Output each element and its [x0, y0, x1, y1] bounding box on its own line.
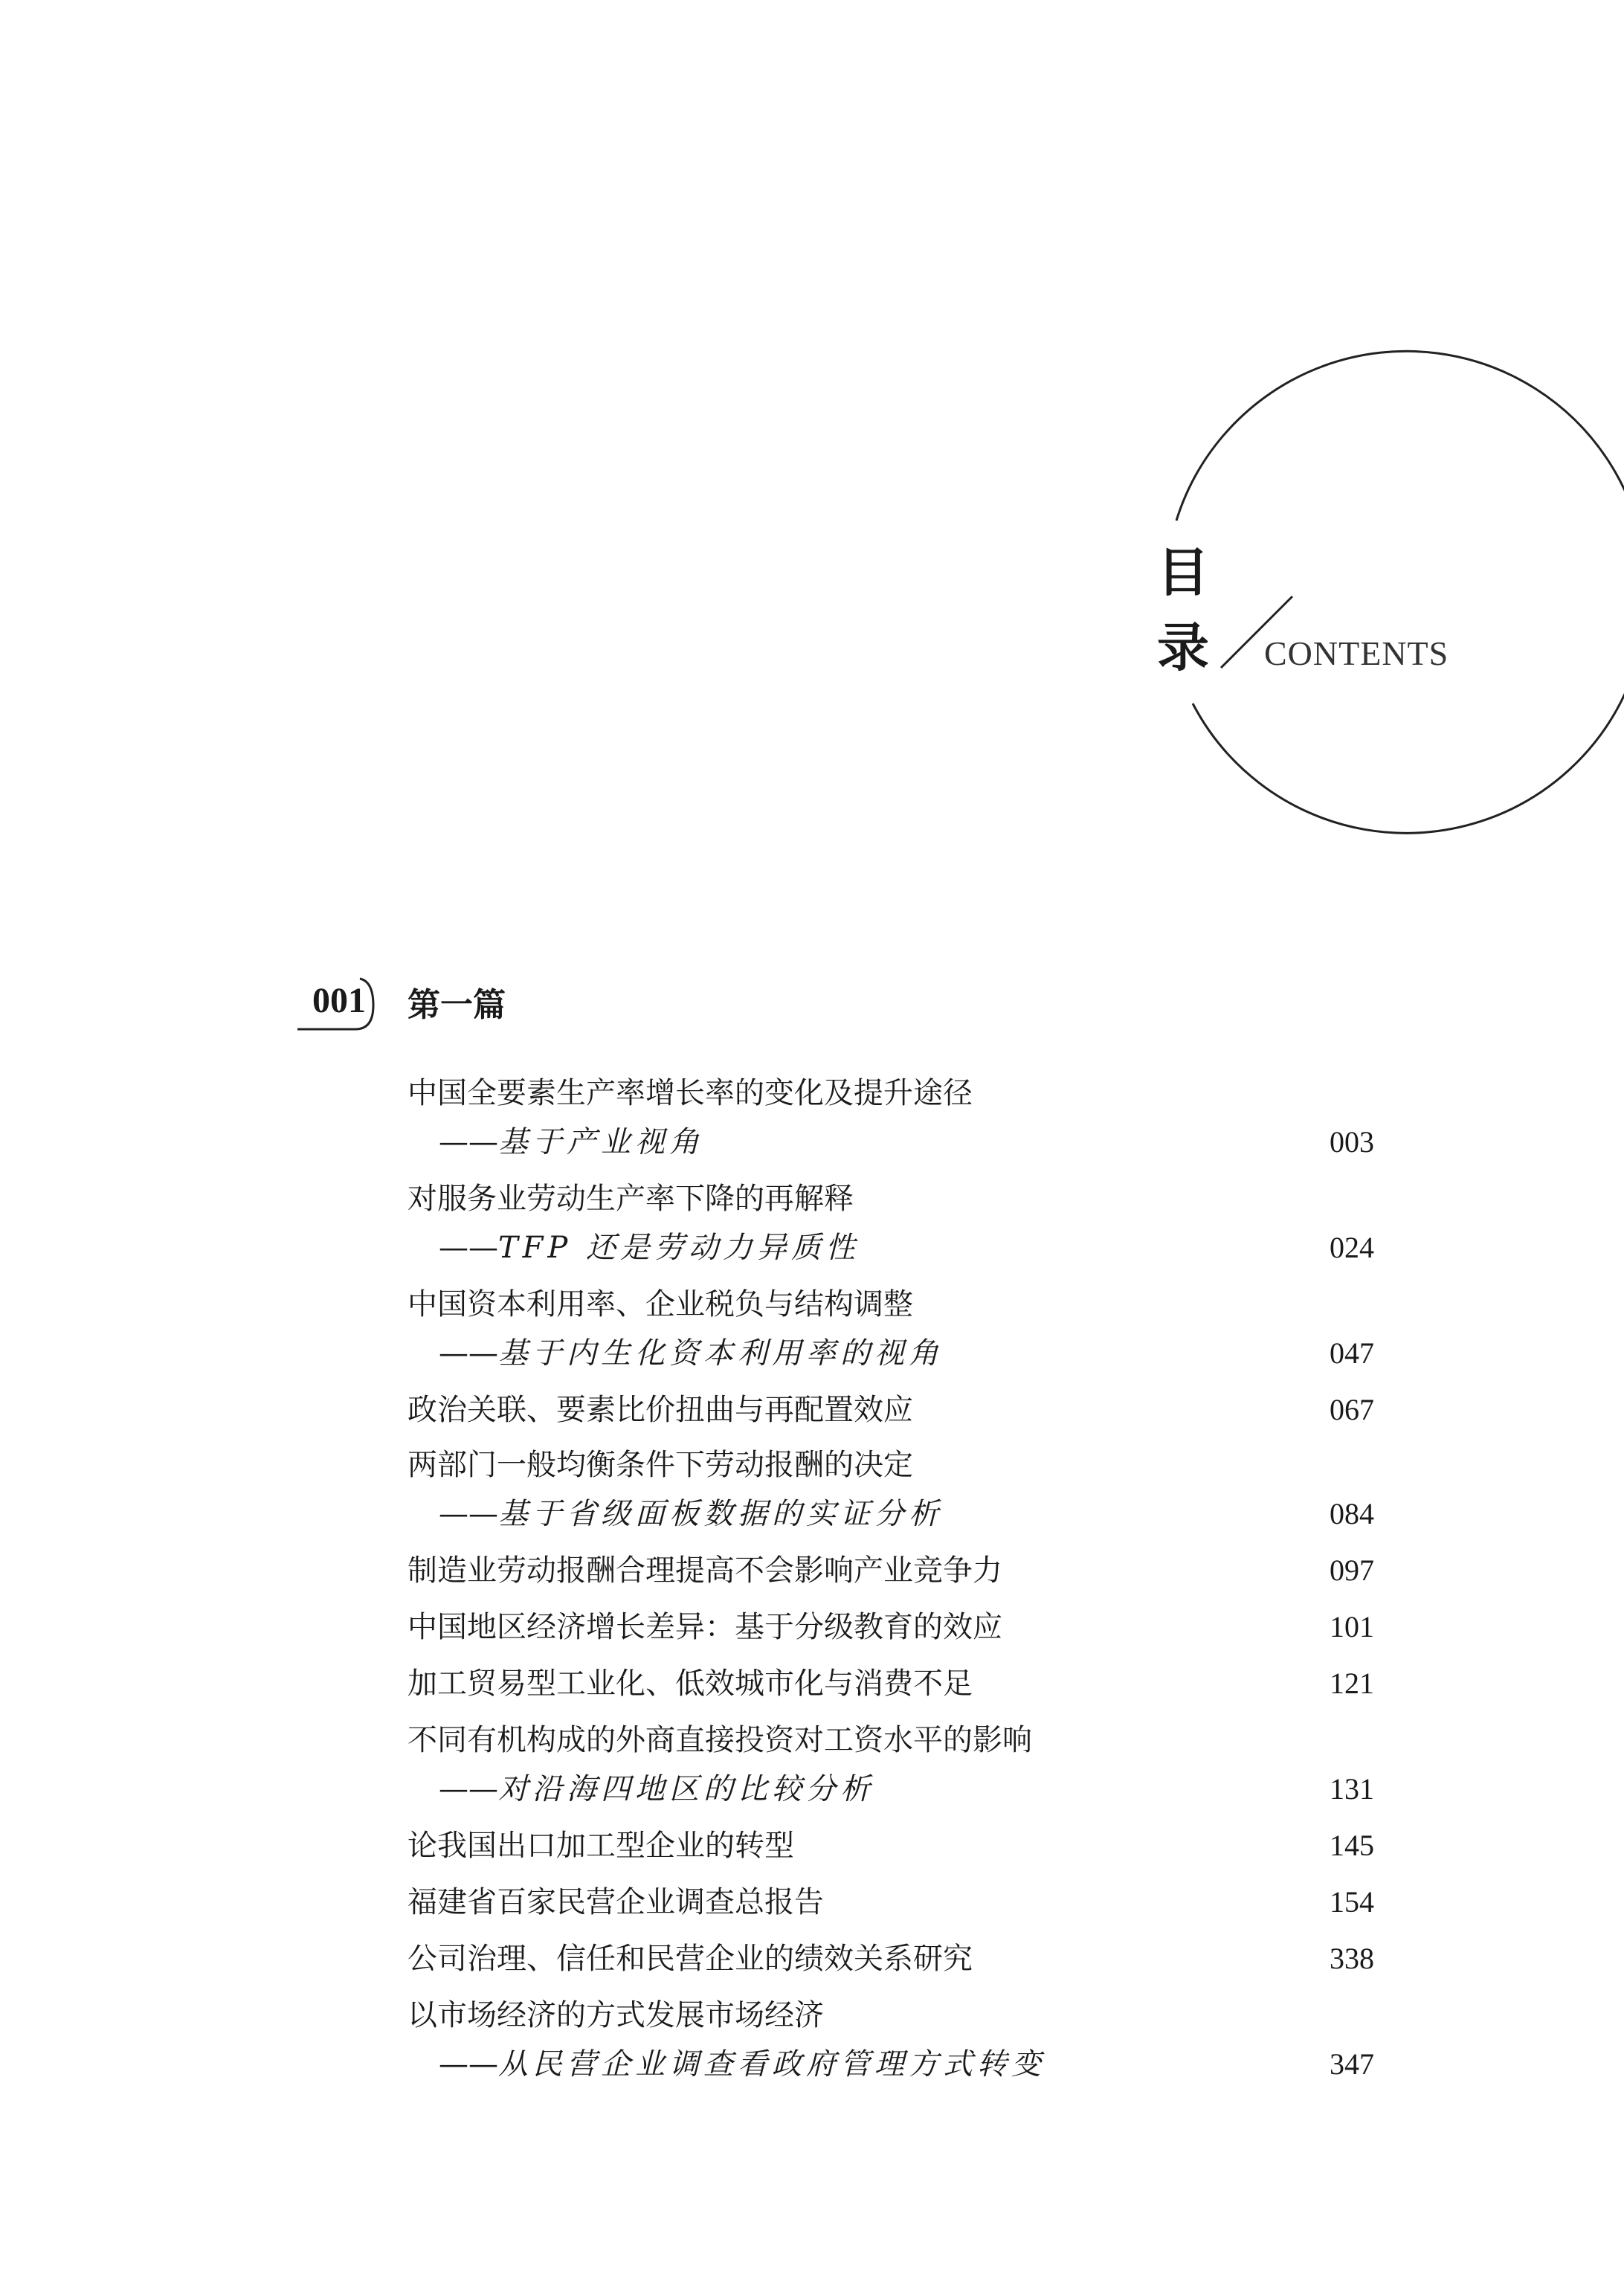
title-char-lu: 录	[1157, 616, 1209, 678]
toc-page-number: 145	[1330, 1829, 1374, 1862]
toc-page-number: 084	[1330, 1497, 1374, 1530]
subtitle-dash: ——	[439, 1772, 498, 1806]
subtitle-dash: ——	[439, 1497, 498, 1531]
toc-entry-title[interactable]	[407, 1443, 1374, 1487]
toc-page-number: 003	[1330, 1125, 1374, 1159]
toc-page-number: 097	[1330, 1553, 1374, 1587]
toc-entry-title[interactable]	[407, 1880, 1374, 1925]
subtitle-dash: ——	[439, 1231, 498, 1265]
toc-entry-title[interactable]	[407, 1936, 1374, 1981]
toc-page-number: 347	[1330, 2047, 1374, 2081]
toc-entry-subtitle-text: 基于省级面板数据的实证分析	[498, 1497, 943, 1531]
toc-entry-subtitle[interactable]	[439, 1226, 1374, 1270]
toc-page-number: 154	[1330, 1885, 1374, 1919]
toc-entry-title-text: 不同有机构成的外商直接投资对工资水平的影响	[407, 1723, 1032, 1757]
toc-entry-title-text: 公司治理、信任和民营企业的绩效关系研究	[407, 1942, 973, 1976]
title-char-mu: 目	[1157, 541, 1209, 603]
toc-entry-subtitle-text: 从民营企业调查看政府管理方式转变	[498, 2047, 1045, 2081]
part-number: 001	[312, 981, 366, 1020]
toc-page-number: 101	[1330, 1610, 1374, 1643]
subtitle-dash: ——	[439, 1125, 498, 1159]
toc-entry-title-text: 论我国出口加工型企业的转型	[407, 1829, 794, 1863]
toc-page-number: 047	[1330, 1336, 1374, 1370]
contents-heading: CONTENTS	[1264, 634, 1449, 672]
toc-entry-title[interactable]	[407, 1071, 1374, 1115]
toc-page-number: 067	[1330, 1393, 1374, 1426]
toc-entry-title[interactable]	[407, 1993, 1374, 2038]
toc-entry-title[interactable]	[407, 1605, 1374, 1649]
toc-entry-subtitle[interactable]	[439, 1120, 1374, 1165]
toc-page-number: 131	[1330, 1772, 1374, 1806]
toc-entry-title-text: 以市场经济的方式发展市场经济	[407, 1998, 824, 2032]
toc-entry-title-text: 两部门一般均衡条件下劳动报酬的决定	[407, 1448, 913, 1482]
toc-entry-subtitle[interactable]	[439, 1492, 1374, 1536]
toc-entry-title[interactable]	[407, 1548, 1374, 1593]
toc-page-number: 338	[1330, 1942, 1374, 1975]
toc-entry-title-text: 政治关联、要素比价扭曲与再配置效应	[407, 1393, 913, 1427]
toc-entry-title-text: 制造业劳动报酬合理提高不会影响产业竞争力	[407, 1553, 1002, 1588]
subtitle-dash: ——	[439, 2047, 498, 2081]
contents-circle-upper	[1176, 351, 1624, 833]
toc-entry-title[interactable]	[407, 1823, 1374, 1868]
toc-entry-title-text: 福建省百家民营企业调查总报告	[407, 1885, 824, 1919]
toc-entry-title-text: 加工贸易型工业化、低效城市化与消费不足	[407, 1667, 973, 1701]
toc-entry-title-text: 中国资本利用率、企业税负与结构调整	[407, 1287, 913, 1321]
toc-entry-subtitle-text: TFP 还是劳动力异质性	[498, 1231, 860, 1265]
toc-entry-subtitle[interactable]	[439, 1331, 1374, 1376]
subtitle-dash: ——	[439, 1336, 498, 1371]
toc-entry-subtitle-text: 对沿海四地区的比较分析	[498, 1772, 874, 1806]
toc-entry-title[interactable]	[407, 1388, 1374, 1432]
part-title: 第一篇	[407, 986, 506, 1024]
toc-page-number: 024	[1330, 1231, 1374, 1264]
toc-entry-title-text: 中国地区经济增长差异：基于分级教育的效应	[407, 1610, 1002, 1644]
toc-entry-subtitle[interactable]	[439, 1767, 1374, 1812]
toc-entry-title[interactable]	[407, 1661, 1374, 1706]
toc-page-number: 121	[1330, 1667, 1374, 1700]
toc-entry-title[interactable]	[407, 1718, 1374, 1762]
toc-entry-title[interactable]	[407, 1176, 1374, 1221]
toc-entry-subtitle-text: 基于产业视角	[498, 1125, 703, 1159]
toc-entry-title-text: 中国全要素生产率增长率的变化及提升途径	[407, 1076, 973, 1110]
toc-entry-title[interactable]	[407, 1282, 1374, 1327]
toc-entry-title-text: 对服务业劳动生产率下降的再解释	[407, 1182, 854, 1216]
toc-entry-subtitle[interactable]	[439, 2042, 1374, 2087]
toc-entry-subtitle-text: 基于内生化资本利用率的视角	[498, 1336, 943, 1371]
